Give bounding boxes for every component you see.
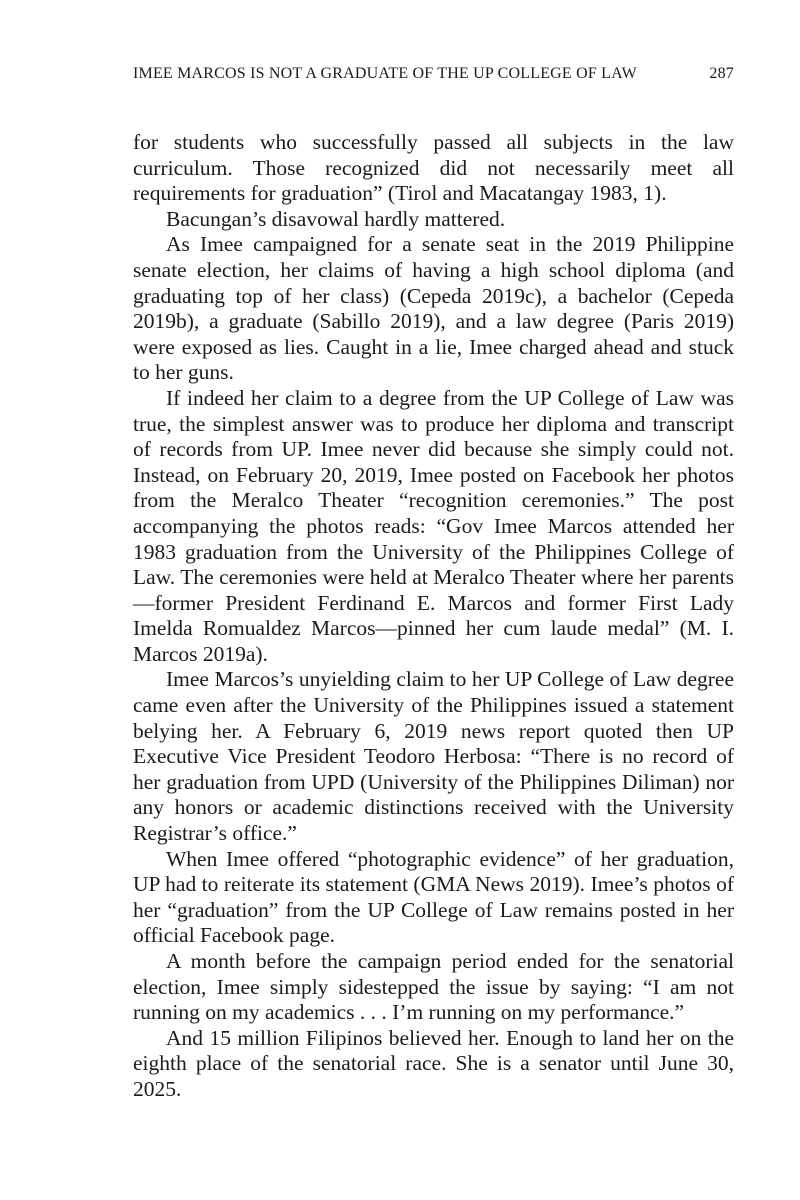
paragraph-continuation: for students who successfully passed all subjects in the law curriculum. Those recognized did not necessarily meet all requirements for graduation” (Tirol and Macatangay 1983, 1). — [133, 130, 734, 206]
body-text — [133, 130, 734, 1103]
running-header — [133, 64, 734, 84]
paragraph: A month before the campaign period ended for the senatorial election, Imee simply sidestepped the issue by saying: “I am not running on my academics . . . I’m running on my performance.” — [133, 949, 734, 1025]
paragraph: And 15 million Filipinos believed her. Enough to land her on the eighth place of the senatorial race. She is a senator until June 30, 2025. — [133, 1025, 734, 1101]
page-number: 287 — [709, 65, 734, 82]
paragraph: If indeed her claim to a degree from the UP College of Law was true, the simplest answer was to produce her diploma and transcript of records from UP. Imee never did because she simply could not. Instead, on February 20, 2019, Imee posted on Facebook her photos from the Meralco Theater “recognition ceremonies.” The post accompanying the photos reads: “Gov Imee Marcos attended her 1983 graduation from the University of the Philippines College of Law. The ceremonies were held at Meralco Theater where her parents—former President Ferdinand E. Marcos and former First Lady Imelda Romualdez Marcos—pinned her cum laude medal” (M. I. Marcos 2019a). — [133, 385, 734, 666]
paragraph: Imee Marcos’s unyielding claim to her UP College of Law degree came even after the University of the Philippines issued a statement belying her. A February 6, 2019 news report quoted then UP Executive Vice President Teodoro Herbosa: “There is no record of her graduation from UPD (University of the Philippines Diliman) nor any honors or academic distinctions received with the University Registrar’s office.” — [133, 667, 734, 846]
paragraph: Bacungan’s disavowal hardly mattered. — [166, 206, 506, 231]
book-page — [133, 64, 734, 1103]
running-title: IMEE MARCOS IS NOT A GRADUATE OF THE UP COLLEGE OF LAW — [133, 65, 637, 82]
paragraph: As Imee campaigned for a senate seat in the 2019 Philippine senate election, her claims of having a high school diploma (and graduating top of her class) (Cepeda 2019c), a bachelor (Cepeda 2019b), a graduate (Sabillo 2019), and a law degree (Paris 2019) were exposed as lies. Caught in a lie, Imee charged ahead and stuck to her guns. — [133, 232, 734, 385]
paragraph: When Imee offered “photographic evidence” of her graduation, UP had to reiterate its statement (GMA News 2019). Imee’s photos of her “graduation” from the UP College of Law remains posted in her official Facebook page. — [133, 846, 734, 948]
